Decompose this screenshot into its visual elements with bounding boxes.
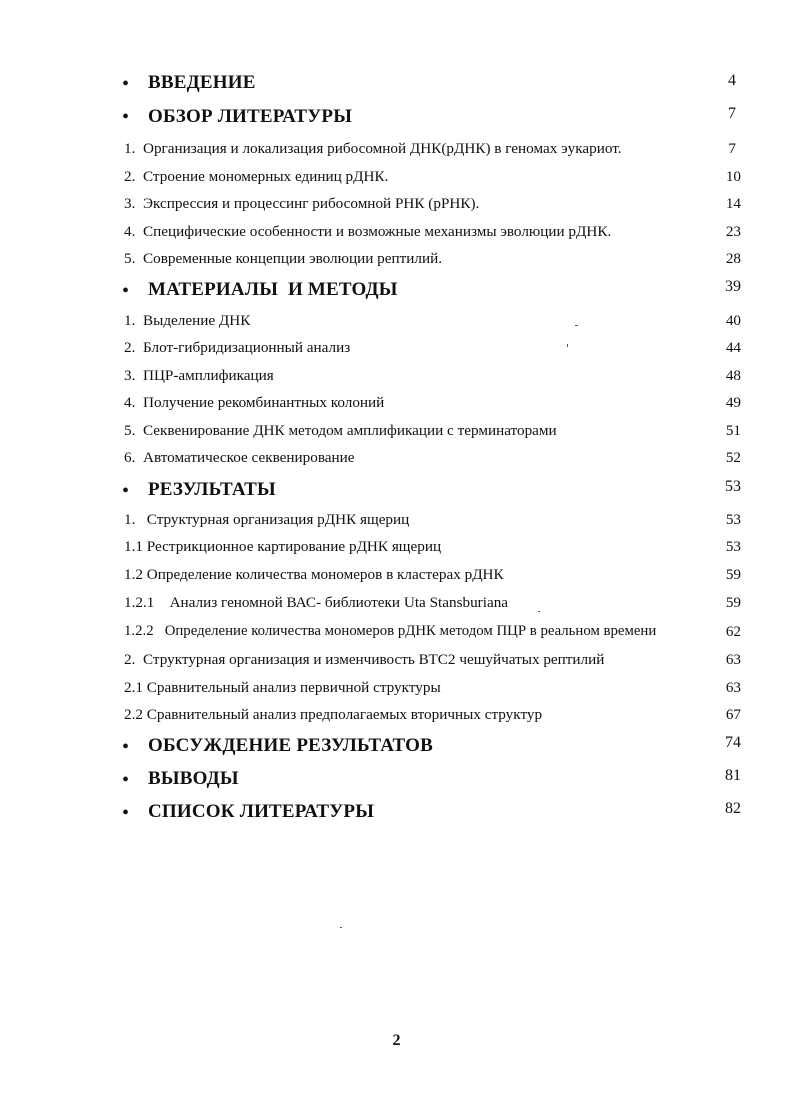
toc-entry-label: РЕЗУЛЬТАТЫ [148,479,276,500]
toc-entry-page: 52 [725,449,741,466]
toc-entry-label: 5. Секвенирование ДНК методом амплификации с терминаторами [124,422,557,439]
scan-speck [575,325,578,326]
toc-entry-page: 23 [725,223,741,240]
toc-entry-label: СПИСОК ЛИТЕРАТУРЫ [148,801,375,822]
toc-entry-label: 5. Современные концепции эволюции рептилий. [124,250,443,267]
toc-entry-page: 82 [725,800,741,817]
toc-entry-label: ОБСУЖДЕНИЕ РЕЗУЛЬТАТОВ [148,735,433,756]
toc-entry-label: 1. Выделение ДНК [124,312,251,329]
toc-entry-page: 7 [728,105,736,122]
bullet-icon: • [122,480,130,502]
toc-entry-page: 51 [725,422,741,439]
toc-entry-label: 1.1 Рестрикционное картирование рДНК ящериц [124,538,442,555]
toc-entry-label: 2.1 Сравнительный анализ первичной структуры [124,679,441,696]
bullet-icon: • [122,73,130,95]
toc-entry-label: 3. ПЦР-амплификация [124,367,274,384]
scan-speck [567,344,568,347]
toc-entry-label: 1.2.2 Определение количества мономеров рДНК методом ПЦР в реальном времени [124,623,657,639]
toc-entry-page: 40 [725,312,741,329]
bullet-icon: • [122,280,130,302]
toc-entry-page: 59 [725,594,741,611]
toc-entry-label: 1. Организация и локализация рибосомной ДНК(рДНК) в геномах эукариот. [124,140,622,157]
toc-entry-label: 1.2 Определение количества мономеров в кластерах рДНК [124,566,504,583]
toc-entry-page: 74 [725,734,741,751]
toc-entry-page: 28 [725,250,741,267]
scan-speck [340,927,342,928]
toc-entry-page: 53 [725,511,741,528]
toc-entry-page: 53 [725,538,741,555]
toc-entry-label: ОБЗОР ЛИТЕРАТУРЫ [148,106,353,127]
toc-entry-page: 44 [725,339,741,356]
toc-entry-page: 53 [725,478,741,495]
scan-speck [538,611,540,612]
page-number: 2 [392,1032,401,1049]
toc-entry-label: 1. Структурная организация рДНК ящериц [124,511,410,528]
toc-entry-label: ВЫВОДЫ [148,768,239,789]
toc-entry-label: ВВЕДЕНИЕ [148,72,256,93]
toc-entry-label: 4. Специфические особенности и возможные механизмы эволюции рДНК. [124,223,612,240]
toc-entry-page: 59 [725,566,741,583]
toc-entry-label: 2. Строение мономерных единиц рДНК. [124,168,389,185]
toc-entry-page: 4 [728,72,736,89]
toc-entry-page: 14 [725,195,741,212]
toc-entry-page: 63 [725,651,741,668]
toc-entry-page: 63 [725,679,741,696]
toc-entry-label: 6. Автоматическое секвенирование [124,449,355,466]
bullet-icon: • [122,802,130,824]
toc-entry-page: 49 [725,394,741,411]
toc-entry-label: 1.2.1 Анализ геномной ВАС- библиотеки Uta Stansburiana [124,594,509,611]
toc-entry-page: 81 [725,767,741,784]
toc-entry-page: 7 [728,140,736,157]
toc-entry-label: МАТЕРИАЛЫ И МЕТОДЫ [148,279,398,300]
bullet-icon: • [122,106,130,128]
toc-entry-page: 48 [725,367,741,384]
toc-entry-page: 67 [725,706,741,723]
toc-entry-page: 10 [725,168,741,185]
toc-entry-label: 4. Получение рекомбинантных колоний [124,394,385,411]
toc-entry-label: 2. Структурная организация и изменчивость ВТС2 чешуйчатых рептилий [124,651,605,668]
toc-entry-label: 2. Блот-гибридизационный анализ [124,339,351,356]
toc-entry-page: 39 [725,278,741,295]
bullet-icon: • [122,736,130,758]
bullet-icon: • [122,769,130,791]
toc-entry-page: 62 [725,623,741,640]
toc-entry-label: 3. Экспрессия и процессинг рибосомной РНК (рРНК). [124,195,480,212]
toc-entry-label: 2.2 Сравнительный анализ предполагаемых вторичных структур [124,706,543,723]
